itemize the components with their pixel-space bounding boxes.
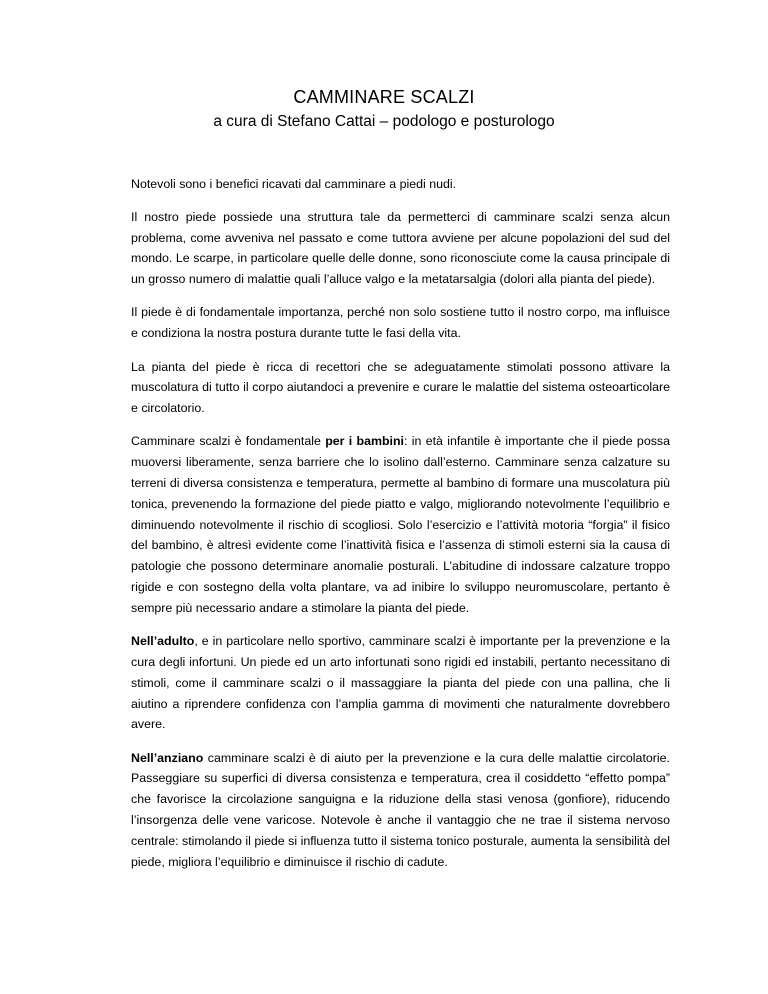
document-body bbox=[131, 174, 670, 885]
paragraph-children-emphasis: per i bambini bbox=[325, 434, 405, 449]
paragraph-adults bbox=[131, 631, 670, 735]
paragraph-adults-text: , e in particolare nello sportivo, camminare scalzi è importante per la prevenzione e la cura degli infortuni. Un piede ed un arto infortunati sono rigidi ed instabili, pertanto necessitano di stimoli, come il camminare scalzi o il massaggiare la pianta del piede con una pallina, che li aiutino a riprendere confidenza con l’amplia gamma di movimenti che naturalmente dovrebbero avere. bbox=[131, 634, 670, 732]
document-subtitle: a cura di Stefano Cattai – podologo e posturologo bbox=[213, 113, 555, 130]
paragraph-foot-importance: Il piede è di fondamentale importanza, perché non solo sostiene tutto il nostro corpo, ma influisce e condiziona la nostra postura durante tutte le fasi della vita. bbox=[131, 305, 670, 341]
paragraph-foot-structure: Il nostro piede possiede una struttura tale da permetterci di camminare scalzi senza alcun problema, come avveniva nel passato e come tuttora avviene per alcune popolazioni del sud del mondo. Le scarpe, in particolare quelle delle donne, sono riconosciute come la causa principale di un grosso numero di malattie quali l’alluce valgo e la metatarsalgia (dolori alla pianta del piede). bbox=[131, 209, 670, 287]
paragraph-elderly bbox=[131, 748, 670, 873]
paragraph-children bbox=[131, 431, 670, 618]
paragraph-children-lead: Camminare scalzi è fondamentale bbox=[131, 434, 326, 449]
paragraph-foot-receptors: La pianta del piede è ricca di recettori che se adeguatamente stimolati possono attivare la muscolatura di tutto il corpo aiutandoci a prevenire e curare le malattie del sistema osteoarticolare e circolatorio. bbox=[131, 359, 670, 416]
paragraph-elderly-text: camminare scalzi è di aiuto per la prevenzione e la cura delle malattie circolatorie. Passeggiare su superfici di diversa consistenza e temperatura, crea il cosiddetto “effetto pompa” che favorisce la circolazione sanguigna e la riduzione della stasi venosa (gonfiore), riducendo l’insorgenza delle vene varicose. Notevole è anche il vantaggio che ne trae il sistema nervoso centrale: stimolando il piede si influenza tutto il sistema tonico posturale, aumenta la sensibilità del piede, migliora l’equilibrio e diminuisce il rischio di cadute. bbox=[131, 750, 670, 869]
paragraph-intro: Notevoli sono i benefici ricavati dal camminare a piedi nudi. bbox=[131, 177, 457, 191]
paragraph-children-text: : in età infantile è importante che il piede possa muoversi liberamente, senza barriere che lo isolino dall’esterno. Camminare senza calzature su terreni di diversa consistenza e temperatura, permette al bambino di formare una muscolatura più tonica, prevenendo la formazione del piede piatto e valgo, migliorando notevolmente l’equilibrio e diminuendo notevolmente il rischio di scogliosi. Solo l’esercizio e l’attività motoria “forgia” il fisico del bambino, è altresì evidente come l’inattività fisica e l’assenza di stimoli esterni sia la causa di patologie che possono determinare anomalie posturali. L’abitudine di indossare calzature troppo rigide e con sostegno della volta plantare, va ad inibire lo sviluppo neuromuscolare, pertanto è sempre più necessario andare a stimolare la pianta del piede. bbox=[131, 434, 670, 615]
paragraph-adults-emphasis: Nell’adulto bbox=[131, 634, 195, 649]
paragraph-elderly-emphasis: Nell’anziano bbox=[131, 750, 204, 765]
document-title: CAMMINARE SCALZI bbox=[293, 87, 475, 107]
